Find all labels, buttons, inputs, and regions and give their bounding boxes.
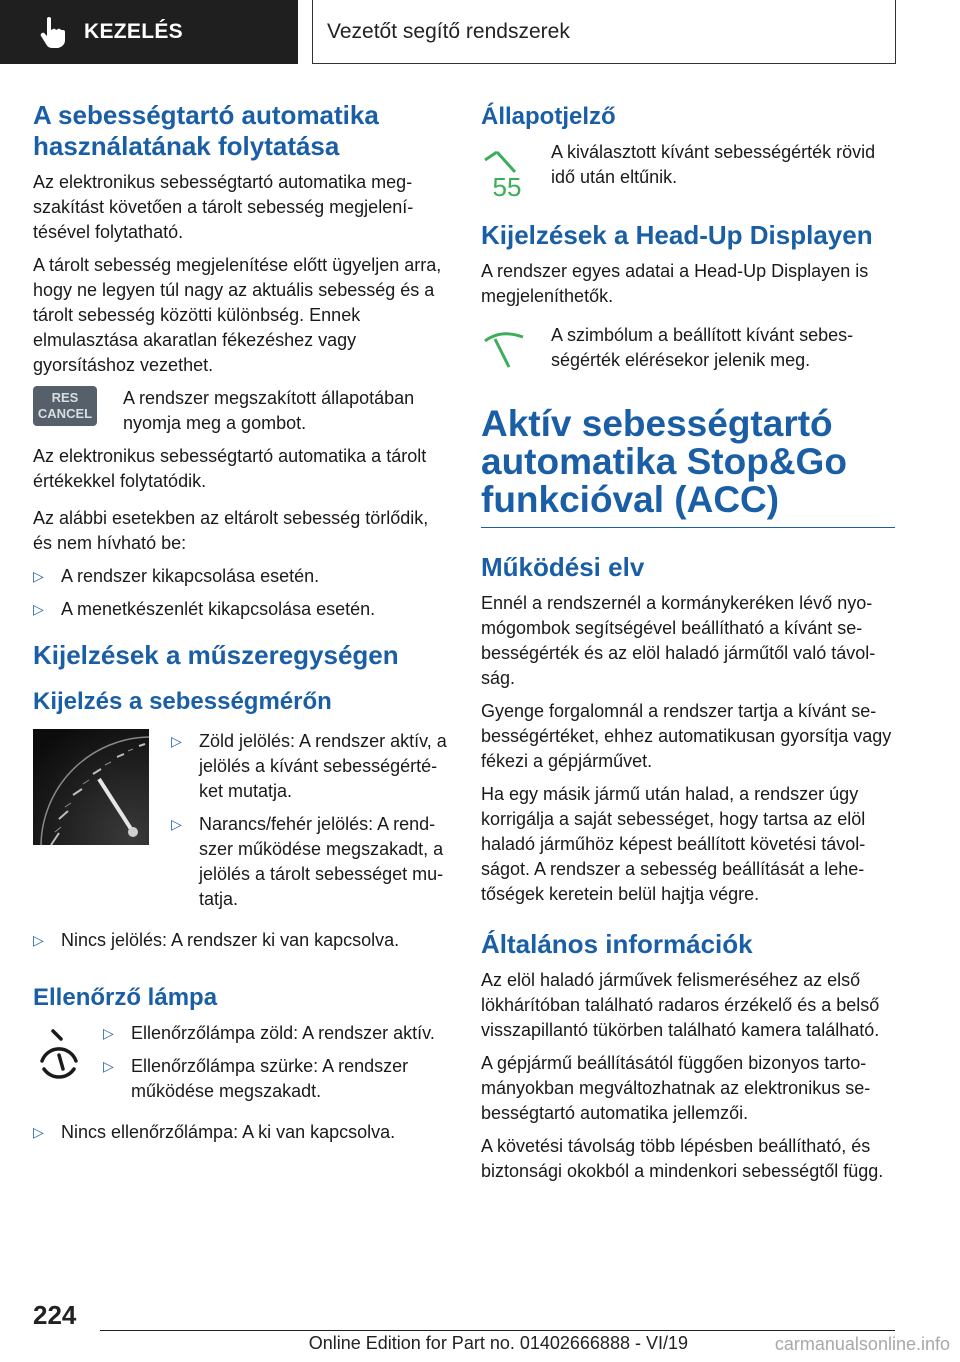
lamp-none-list	[33, 1120, 449, 1145]
list-item: ▷ Nincs jelölés: A rendszer ki van kapcsolva.	[33, 928, 449, 953]
hud-speed-symbol-icon	[483, 327, 531, 375]
speedo-list	[171, 729, 449, 920]
triangle-bullet-icon: ▷	[33, 601, 44, 617]
list-item: ▷ Ellenőrzőlámpa zöld: A rendszer aktív.	[103, 1021, 449, 1046]
triangle-bullet-icon: ▷	[103, 1058, 114, 1074]
list-item: ▷ A menetkészenlét kikapcsolása esetén.	[33, 597, 449, 622]
paragraph: A szimbólum a beállított kívánt sebességérték elérésekor jelenik meg.	[551, 325, 854, 370]
lamp-list	[103, 1021, 449, 1112]
triangle-bullet-icon: ▷	[33, 932, 44, 948]
watermark: carmanualsonline.info	[774, 1334, 950, 1354]
cancel-label: CANCEL	[37, 406, 93, 421]
list-item: ▷ Zöld jelölés: A rendszer aktív, a jelölés a kívánt sebességértéket mutatja.	[171, 729, 449, 804]
paragraph: Az elektronikus sebességtartó automatika a tárolt értékekkel folytatódik.	[33, 446, 427, 491]
triangle-bullet-icon: ▷	[171, 816, 182, 832]
paragraph: Az alábbi esetekben az eltárolt sebesség törlődik, és nem hívható be:	[33, 508, 429, 553]
heading-general: Általános információk	[481, 929, 753, 959]
heading-cluster: Kijelzések a műszeregységen	[33, 640, 399, 670]
paragraph: A rendszer egyes adatai a Head-Up Displayen is megjeleníthetők.	[481, 261, 869, 306]
list-item: ▷ Ellenőrzőlámpa szürke: A rendszer működése megszakadt.	[103, 1054, 449, 1104]
res-button-row	[33, 386, 449, 436]
heading-hud: Kijelzések a Head-Up Displayen	[481, 220, 873, 250]
hud-row	[481, 323, 895, 375]
paragraph: Gyenge forgalomnál a rendszer tartja a kívánt sebességértéket, ehhez automatikusan gyorsítja vagy fékezi a gépjárművet.	[481, 701, 892, 771]
triangle-bullet-icon: ▷	[33, 568, 44, 584]
paragraph: Ha egy másik jármű után halad, a rendszer úgy korrigálja a saját sebességet, hogy tartsa az elöl haladó járműhöz képest beállított követési távolságot. A rendszer a sebesség beállítását a lehetőségek keretein belül hajtja végre.	[481, 784, 866, 904]
paragraph: Az elöl haladó járművek felismeréséhez az első lökhárítóban található radaros érzékelő és a belső visszapillantó tükörben található kamera található.	[481, 970, 880, 1040]
paragraph: A gépjármű beállításától függően bizonyos tartományokban megváltozhatnak az elektronikus sebességtartó automatika jellemzői.	[481, 1053, 871, 1123]
heading-speedo: Kijelzés a sebességmérőn	[33, 688, 332, 715]
res-label: RES	[51, 390, 79, 405]
status-row	[481, 140, 895, 200]
page-number: 224	[33, 1300, 77, 1330]
paragraph: A tárolt sebesség megjelenítése előtt ügyeljen arra, hogy ne legyen túl nagy az aktuális sebesség és a tárolt sebesség közötti különbség. Ennek elmulasztása akaratlan fékezéshez vagy gyorsításhoz vezethet.	[33, 255, 442, 375]
list-item: ▷ Narancs/fehér jelölés: A rendszer működése megszakadt, a jelölés a tárolt sebességet mutatja.	[171, 812, 449, 912]
cruise-control-lamp-icon	[35, 1027, 83, 1083]
cases-list	[33, 564, 449, 622]
speedo-none-list	[33, 928, 449, 953]
paragraph: A rendszer megszakított állapotában nyomja meg a gombot.	[123, 388, 415, 433]
paragraph: Ennél a rendszernél a kormánykeréken lévő nyomógombok segítségével beállítható a kívánt sebességérték és az elöl haladó járműtől való távolság.	[481, 593, 876, 688]
footer-edition: Online Edition for Part no. 01402666888 - VI/19	[308, 1333, 688, 1353]
res-cancel-button-icon	[33, 386, 97, 426]
chapter-title: Vezetőt segítő rendszerek	[327, 19, 570, 43]
paragraph: A követési távolság több lépésben beállítható, és biztonsági okokból a mindenkori sebességtől függ.	[481, 1136, 884, 1181]
lamp-row	[33, 1021, 449, 1112]
section-tab	[0, 0, 298, 64]
status-number: 55	[492, 172, 522, 200]
triangle-bullet-icon: ▷	[103, 1025, 114, 1041]
triangle-bullet-icon: ▷	[171, 733, 182, 749]
heading-acc: Aktív sebességtartó automatika Stop&Go funkcióval (ACC)	[481, 405, 895, 528]
heading-resume: A sebességtartó automatika használatának folytatása	[33, 100, 379, 161]
chapter-box	[312, 0, 896, 64]
section-title: KEZELÉS	[84, 20, 183, 43]
speedometer-photo	[33, 729, 149, 845]
list-item: ▷ Nincs ellenőrzőlámpa: A ki van kapcsolva.	[33, 1120, 449, 1145]
speed-status-indicator-icon	[483, 144, 531, 200]
triangle-bullet-icon: ▷	[33, 1124, 44, 1140]
heading-lamp: Ellenőrző lámpa	[33, 984, 218, 1011]
list-item: ▷ A rendszer kikapcsolása esetén.	[33, 564, 449, 589]
footer-divider	[100, 1330, 895, 1331]
left-column	[33, 100, 449, 1153]
heading-principle: Működési elv	[481, 552, 645, 582]
heading-status: Állapotjelző	[481, 103, 616, 130]
right-column	[481, 100, 895, 1192]
pointing-hand-icon	[38, 16, 68, 48]
paragraph: Az elektronikus sebességtartó automatika megszakítást követően a tárolt sebesség megjelenítésével folytatható.	[33, 172, 414, 242]
speedo-row	[33, 729, 449, 920]
paragraph: A kiválasztott kívánt sebességérték rövid idő után eltűnik.	[551, 142, 876, 187]
